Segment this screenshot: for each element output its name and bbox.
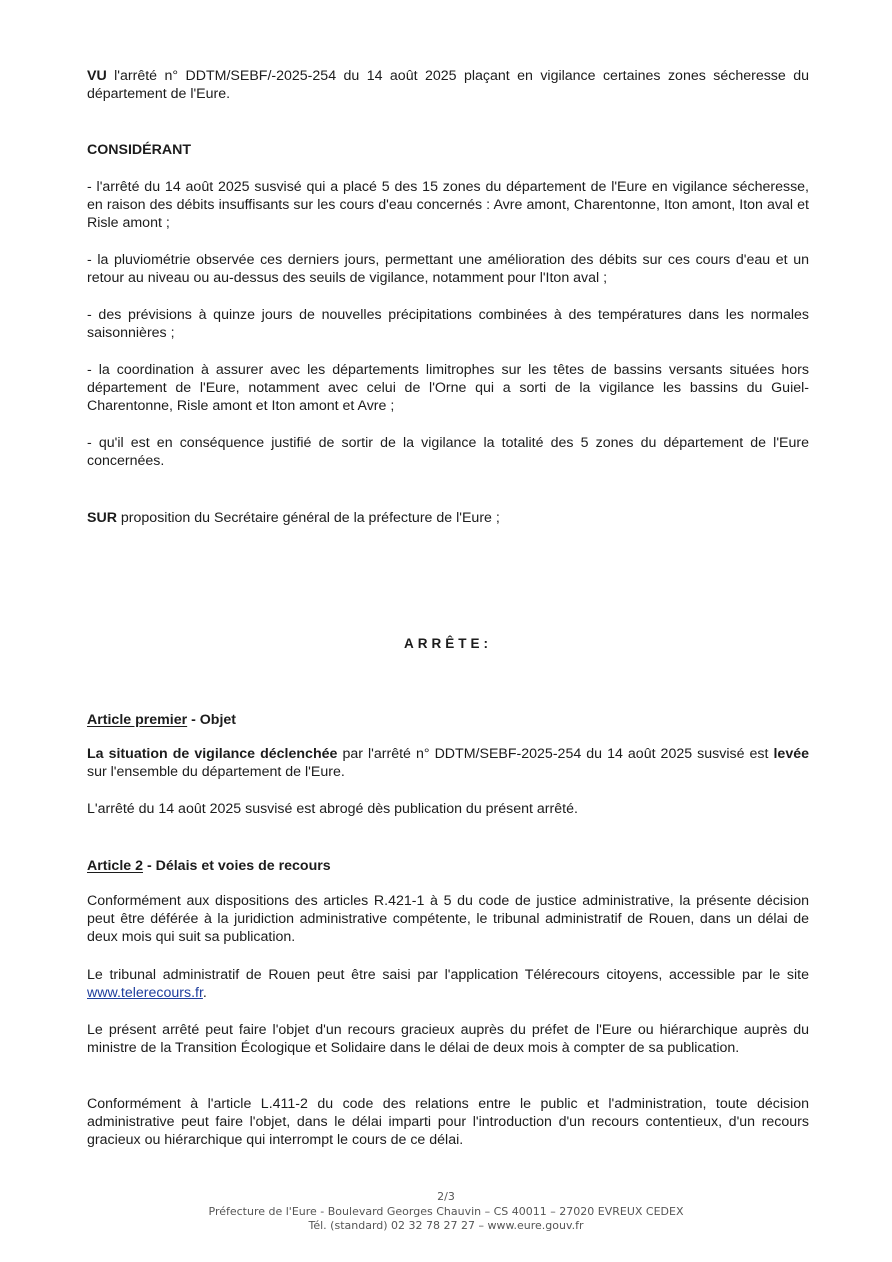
considerant-item: - la coordination à assurer avec les départements limitrophes sur les têtes de bassins versants situées hors département de l'Eure, notamment avec celui de l'Orne qui a sorti de la vigilance les bassins du Guiel-Charentonne, Risle amont et Iton amont et Avre ; (87, 362, 809, 414)
article2-p2-end: . (202, 985, 207, 1001)
page-number: 2/3 (437, 1190, 455, 1203)
article1-bold-text: La situation de vigilance déclenchée (87, 746, 338, 762)
considerant-item: - des prévisions à quinze jours de nouvelles précipitations combinées à des températures dans les normales saisonnières ; (87, 307, 809, 341)
article2-paragraph-4: Conformément à l'article L.411-2 du code des relations entre le public et l'administration, toute décision administrative peut faire l'objet, dans le délai imparti pour l'introduction d'un recours contentieux, d'un recours gracieux ou hiérarchique qui interrompt le cours de ce délai. (87, 1096, 809, 1148)
article1-title-subject: - Objet (187, 712, 237, 728)
page-footer (0, 1190, 892, 1234)
footer-address: Préfecture de l'Eure - Boulevard Georges Chauvin – CS 40011 – 27020 EVREUX CEDEX (208, 1204, 684, 1218)
considerant-item: - la pluviométrie observée ces derniers jours, permettant une amélioration des débits sur ces cours d'eau et un retour au niveau ou au-dessus des seuils de vigilance, notamment pour l'Iton aval ; (87, 252, 809, 286)
sur-label: SUR (87, 510, 117, 526)
article2-p2-text: Le tribunal administratif de Rouen peut être saisi par l'application Télérecours citoyens, accessible par le site (87, 967, 809, 983)
article1-bold-levee: levée (773, 746, 809, 762)
article1-abrogation: L'arrêté du 14 août 2025 susvisé est abrogé dès publication du présent arrêté. (87, 801, 578, 817)
sur-paragraph (87, 509, 809, 527)
article1-text: par l'arrêté n° DDTM/SEBF-2025-254 du 14 août 2025 susvisé est (337, 746, 774, 762)
article2-paragraph-2 (87, 966, 809, 1002)
article1-paragraph (87, 745, 809, 781)
vu-paragraph (87, 67, 809, 103)
vu-text: l'arrêté n° DDTM/SEBF/-2025-254 du 14 août 2025 plaçant en vigilance certaines zones sécheresse du département de l'Eure. (87, 68, 809, 102)
considerant-item: - l'arrêté du 14 août 2025 susvisé qui a placé 5 des 15 zones du département de l'Eure en vigilance sécheresse, en raison des débits insuffisants sur les cours d'eau concernés : Avre amont, Charentonne, Iton amont, Iton aval et Risle amont ; (87, 179, 809, 231)
considerant-item: - qu'il est en conséquence justifié de sortir de la vigilance la totalité des 5 zones du département de l'Eure concernées. (87, 435, 809, 469)
arrete-heading: ARRÊTE: (404, 636, 492, 651)
footer-contact: Tél. (standard) 02 32 78 27 27 – www.eure.gouv.fr (308, 1219, 584, 1232)
article2-paragraph-1: Conformément aux dispositions des articles R.421-1 à 5 du code de justice administrative, la présente décision peut être déférée à la juridiction administrative compétente, le tribunal administratif de Rouen, dans un délai de deux mois qui suit sa publication. (87, 893, 809, 945)
vu-label: VU (87, 68, 107, 84)
article1-title (87, 711, 809, 729)
sur-text: proposition du Secrétaire général de la préfecture de l'Eure ; (116, 510, 500, 526)
telerecours-link[interactable]: www.telerecours.fr (87, 985, 203, 1001)
article1-text-end: sur l'ensemble du département de l'Eure. (87, 764, 345, 780)
article2-title-subject: - Délais et voies de recours (143, 858, 331, 874)
article1-title-number: Article premier (87, 712, 188, 728)
article2-title (87, 857, 809, 875)
article2-title-number: Article 2 (87, 858, 143, 874)
article2-paragraph-3: Le présent arrêté peut faire l'objet d'un recours gracieux auprès du préfet de l'Eure ou hiérarchique auprès du ministre de la Transition Écologique et Solidaire dans le délai de deux mois à compter de sa publication. (87, 1022, 809, 1056)
considerant-heading: CONSIDÉRANT (87, 142, 192, 158)
